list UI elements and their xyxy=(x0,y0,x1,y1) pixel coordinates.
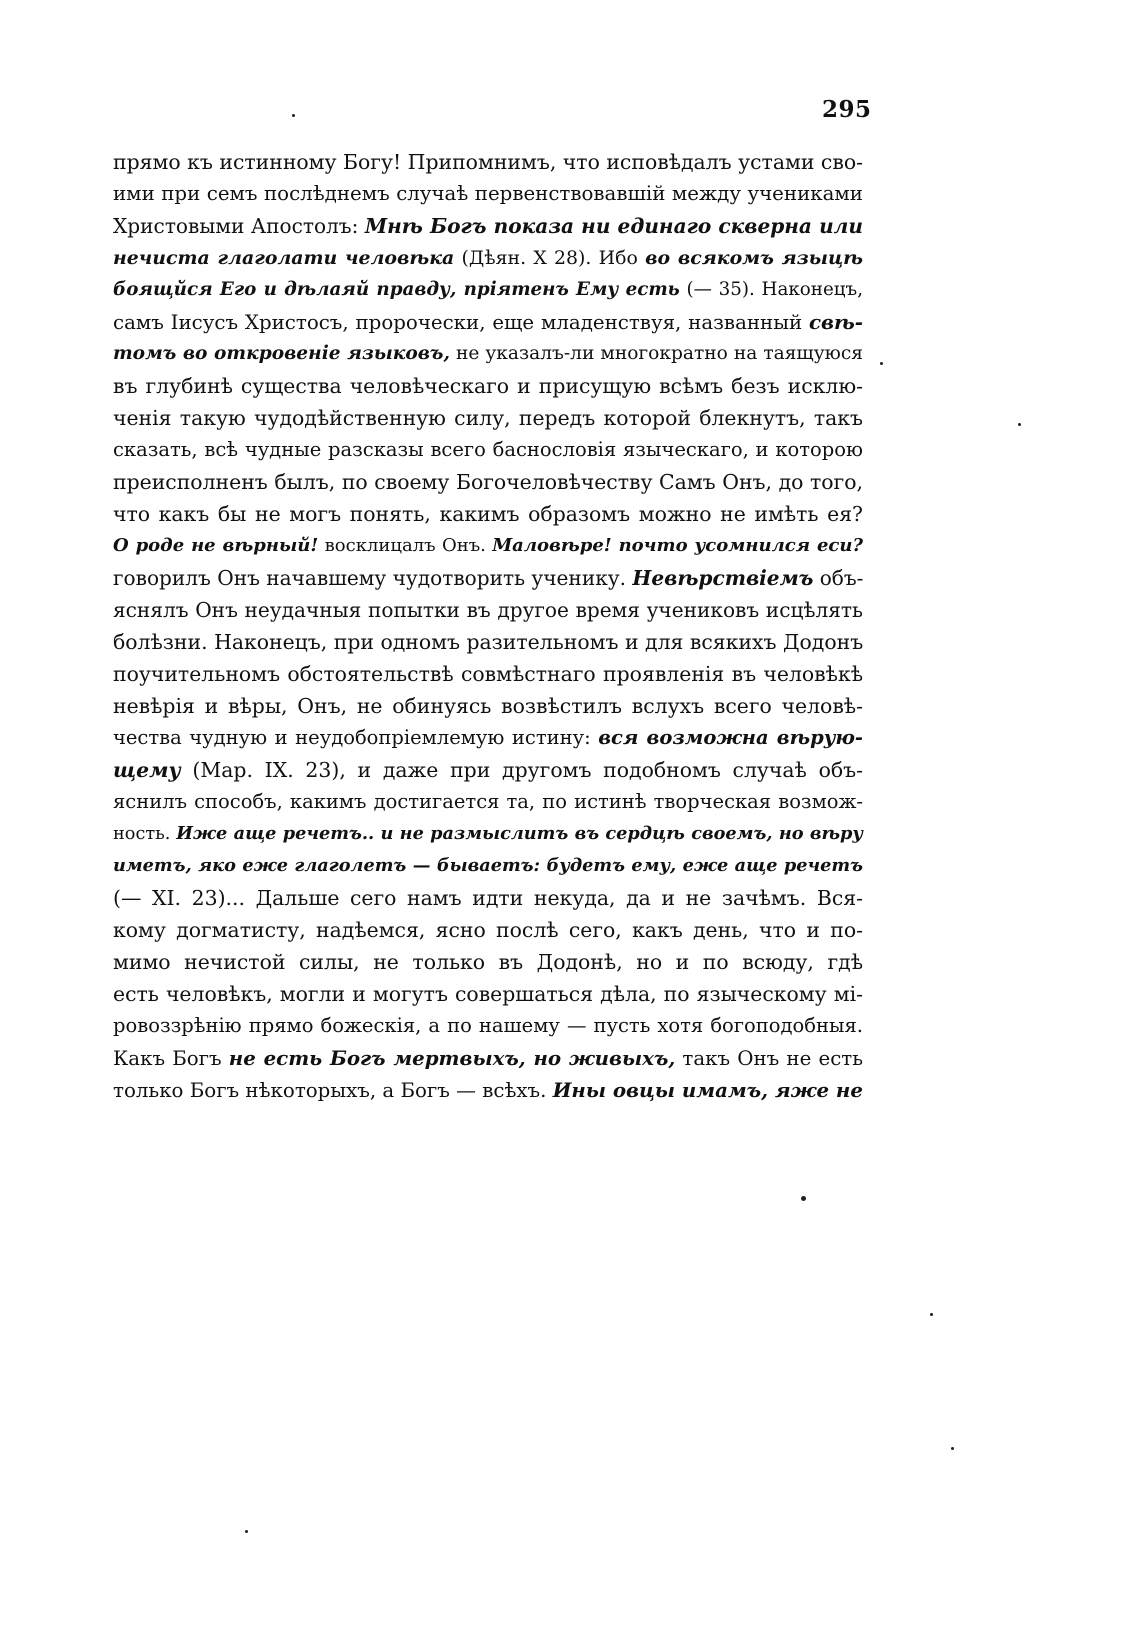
text-line xyxy=(113,466,863,498)
text-line xyxy=(113,594,863,626)
text-line xyxy=(113,242,863,274)
italic-quote: иметъ, яко еже глаголетъ — бываетъ: будетъ ему, еже аще речетъ xyxy=(113,855,863,876)
text-run: болѣзни. Наконецъ, при одномъ разительномъ и для всякихъ Додонъ xyxy=(113,630,864,654)
page-number: 295 xyxy=(822,96,872,123)
text-line xyxy=(113,786,863,818)
text-run: ими при семъ послѣднемъ случаѣ первенствовавшій между учениками xyxy=(113,182,863,205)
text-run: преисполненъ былъ, по своему Богочеловѣчеству Самъ Онъ, до того, xyxy=(113,470,863,494)
text-run: есть человѣкъ, могли и могутъ совершаться дѣла, по языческому мі- xyxy=(113,982,863,1006)
italic-quote: не есть Богъ мертвыхъ, но живыхъ, xyxy=(228,1046,676,1070)
text-line xyxy=(113,658,863,690)
text-line xyxy=(113,530,863,562)
text-run: что какъ бы не могъ понять, какимъ образомъ можно не имѣть ея? xyxy=(113,502,863,526)
text-run: чества чудную и неудобопріемлемую истину: xyxy=(113,726,599,749)
text-run: ченія такую чудодѣйственную силу, передъ которой блекнутъ, такъ xyxy=(113,406,863,430)
text-run: (Мар. IX. 23), и даже при другомъ подобномъ случаѣ объ- xyxy=(180,758,863,782)
text-line xyxy=(113,498,863,530)
text-run: кому догматисту, надѣемся, ясно послѣ сего, какъ день, что и по- xyxy=(113,918,863,942)
text-line xyxy=(113,1074,863,1106)
italic-quote: щему xyxy=(113,758,181,782)
text-line xyxy=(113,754,863,786)
text-line xyxy=(113,562,863,594)
italic-quote: вся возможна вѣрую- xyxy=(598,726,863,749)
text-line xyxy=(113,882,863,914)
text-line xyxy=(113,690,863,722)
text-run: такъ Онъ не есть xyxy=(675,1047,863,1070)
text-run: яснилъ способъ, какимъ достигается та, по истинѣ творческая возмож- xyxy=(113,790,863,813)
text-run: самъ Іисусъ Христосъ, пророчески, еще младенствуя, названный xyxy=(113,311,809,334)
text-run: поучительномъ обстоятельствѣ совмѣстнаго проявленія въ человѣкѣ xyxy=(113,662,863,686)
text-run: ность. xyxy=(113,824,177,844)
text-run: говорилъ Онъ начавшему чудотворить ученику. xyxy=(113,566,633,590)
italic-quote: боящйся Его и дѣлаяй правду, пріятенъ Ему есть xyxy=(113,279,680,300)
italic-quote: во всякомъ языцѣ xyxy=(645,247,863,269)
text-line xyxy=(113,626,863,658)
scan-speck xyxy=(292,114,295,117)
text-run: не указалъ-ли многократно на таящуюся xyxy=(449,343,863,364)
scan-speck xyxy=(930,1313,933,1316)
text-run: невѣрія и вѣры, Онъ, не обинуясь возвѣстилъ вслухъ всего человѣ- xyxy=(113,694,863,718)
italic-quote: Иже аще речетъ.. и не размыслитъ въ сердцѣ своемъ, но вѣру xyxy=(176,823,863,844)
text-line xyxy=(113,274,863,306)
italic-quote: Невѣрствіемъ xyxy=(632,566,814,590)
text-line xyxy=(113,978,863,1010)
text-line xyxy=(113,1042,863,1074)
text-line xyxy=(113,914,863,946)
text-run: восклицалъ Онъ. xyxy=(318,535,493,556)
text-line xyxy=(113,338,863,370)
text-run: ровоззрѣнію прямо божескія, а по нашему — пусть хотя богоподобныя. xyxy=(113,1014,863,1037)
text-line xyxy=(113,818,863,850)
text-run: мимо нечистой силы, не только въ Додонѣ, но и по всюду, гдѣ xyxy=(113,950,863,974)
text-run: Какъ Богъ xyxy=(113,1047,229,1070)
italic-quote: Мнѣ Богъ показа ни единаго скверна или xyxy=(364,214,863,238)
text-line xyxy=(113,946,863,978)
text-run: объ- xyxy=(813,566,864,590)
text-line xyxy=(113,210,863,242)
text-line xyxy=(113,178,863,210)
scan-speck xyxy=(951,1447,954,1450)
text-line xyxy=(113,1010,863,1042)
text-run: (— 35). Наконецъ, xyxy=(679,279,864,300)
text-line xyxy=(113,370,863,402)
text-line xyxy=(113,722,863,754)
italic-quote: Ины овцы имамъ, яже не xyxy=(552,1078,863,1102)
text-line xyxy=(113,146,863,178)
scan-speck xyxy=(880,362,883,365)
scan-speck xyxy=(801,1196,806,1201)
text-line xyxy=(113,306,863,338)
text-line xyxy=(113,850,863,882)
text-run: Христовыми Апостолъ: xyxy=(113,214,365,238)
text-run: сказать, всѣ чудные разсказы всего баснословія языческаго, и которою xyxy=(113,438,863,461)
text-line xyxy=(113,434,863,466)
text-run: яснялъ Онъ неудачныя попытки въ другое время учениковъ исцѣлять xyxy=(113,598,863,622)
italic-quote: свѣ- xyxy=(808,310,863,334)
body-text xyxy=(113,146,863,1106)
scan-speck xyxy=(1018,423,1021,426)
text-run: только Богъ нѣкоторыхъ, а Богъ — всѣхъ. xyxy=(113,1079,553,1102)
text-run: (— XI. 23)... Дальше сего намъ идти некуда, да и не зачѣмъ. Вся- xyxy=(113,886,863,910)
text-run: (Дѣян. X 28). Ибо xyxy=(454,247,646,269)
scan-speck xyxy=(245,1530,248,1533)
italic-quote: томъ во откровеніе языковъ, xyxy=(113,343,450,364)
italic-quote: нечиста глаголати человѣка xyxy=(113,247,455,269)
italic-quote: О роде не вѣрный! xyxy=(113,535,319,556)
italic-quote: Маловѣре! почто усомнился еси? xyxy=(492,535,863,556)
text-line xyxy=(113,402,863,434)
text-run: прямо къ истинному Богу! Припомнимъ, что исповѣдалъ устами сво- xyxy=(113,150,863,174)
text-run: въ глубинѣ существа человѣческаго и присущую всѣмъ безъ исклю- xyxy=(113,374,863,398)
